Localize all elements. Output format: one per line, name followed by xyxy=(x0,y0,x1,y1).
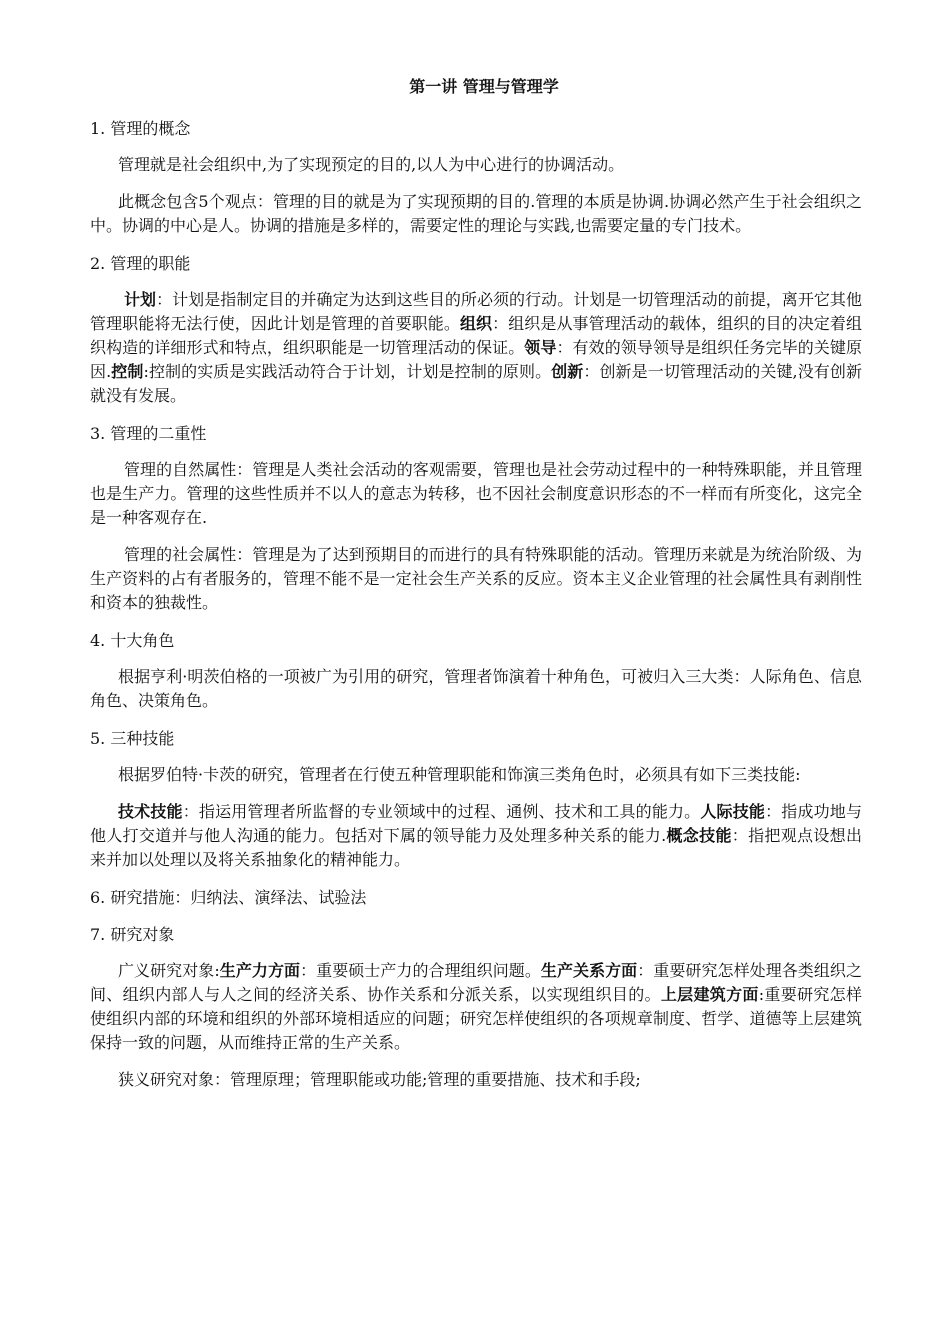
term-productivity: 生产力方面 xyxy=(219,961,301,980)
paragraph-broad-objects xyxy=(90,959,862,1055)
section-heading-concept: 1. 管理的概念 xyxy=(90,119,191,138)
paragraph-social-attribute: 管理的社会属性：管理是为了达到预期目的而进行的具有特殊职能的活动。管理历来就是为统治阶级、为生产资料的占有者服务的，管理不能不是一定社会生产关系的反应。资本主义企业管理的社会属性具有剥削性和资本的独裁性。 xyxy=(90,545,862,612)
section-heading-roles: 4. 十大角色 xyxy=(90,631,175,650)
section-heading-duality: 3. 管理的二重性 xyxy=(90,424,207,443)
text-organize: ：组织是从事管理活动的载体，组织的目的决定着组织构造的详细形式和特点，组织职能是一切管理活动的保证。 xyxy=(90,314,862,357)
paragraph-definition: 管理就是社会组织中,为了实现预定的目的,以人为中心进行的协调活动。 xyxy=(118,155,625,174)
term-superstructure: 上层建筑方面 xyxy=(660,985,759,1004)
term-conceptual-skill: 概念技能 xyxy=(666,826,732,845)
term-control: 控制 xyxy=(111,362,144,381)
term-technical-skill: 技术技能 xyxy=(118,802,183,821)
text-plan: ：计划是指制定目的并确定为达到这些目的所必须的行动。计划是一切管理活动的前提，离开它其他管理职能将无法行使，因此计划是管理的首要职能。 xyxy=(90,290,862,333)
term-innovate: 创新 xyxy=(551,362,584,381)
paragraph-skills xyxy=(90,800,862,872)
paragraph-functions xyxy=(90,288,862,408)
term-human-skill: 人际技能 xyxy=(700,802,766,821)
text-superstructure: :重要研究怎样使组织内部的环境和组织的外部环境相适应的问题；研究怎样使组织的各项规章制度、哲学、道德等上层建筑保持一致的问题，从而维持正常的生产关系。 xyxy=(90,985,862,1052)
text-control: :控制的实质是实践活动符合于计划，计划是控制的原则。 xyxy=(143,362,552,381)
text-innovate: ：创新是一切管理活动的关键,没有创新就没有发展。 xyxy=(90,362,862,405)
text-broad-intro: 广义研究对象: xyxy=(118,961,220,980)
paragraph-natural-attribute: 管理的自然属性：管理是人类社会活动的客观需要，管理也是社会劳动过程中的一种特殊职能，并且管理也是生产力。管理的这些性质并不以人的意志为转移，也不因社会制度意识形态的不一样而有所变化，这完全是一种客观存在. xyxy=(90,460,862,527)
term-organize: 组织 xyxy=(459,314,493,333)
term-production-relations: 生产关系方面 xyxy=(540,961,638,980)
page-title: 第一讲 管理与管理学 xyxy=(409,77,559,96)
paragraph-narrow-objects: 狭义研究对象：管理原理；管理职能或功能;管理的重要措施、技术和手段; xyxy=(118,1070,641,1089)
text-productivity: ：重要硕士产力的合理组织问题。 xyxy=(300,961,541,980)
text-lead: ：有效的领导领导是组织任务完毕的关键原因. xyxy=(90,338,862,381)
section-heading-methods: 6. 研究措施：归纳法、演绎法、试验法 xyxy=(90,888,367,907)
section-heading-objects: 7. 研究对象 xyxy=(90,925,175,944)
text-human-skill: ：指成功地与他人打交道并与他人沟通的能力。包括对下属的领导能力及处理多种关系的能力. xyxy=(90,802,862,845)
term-lead: 领导 xyxy=(524,338,557,357)
term-plan: 计划 xyxy=(124,290,157,309)
paragraph-roles: 根据亨利·明茨伯格的一项被广为引用的研究，管理者饰演着十种角色，可被归入三大类：人际角色、信息角色、决策角色。 xyxy=(90,667,862,710)
paragraph-katz: 根据罗伯特·卡茨的研究，管理者在行使五种管理职能和饰演三类角色时，必须具有如下三类技能: xyxy=(118,765,801,784)
section-heading-functions: 2. 管理的职能 xyxy=(90,254,191,273)
text-conceptual-skill: ：指把观点设想出来并加以处理以及将关系抽象化的精神能力。 xyxy=(90,826,862,869)
text-production-relations: ：重要研究怎样处理各类组织之间、组织内部人与人之间的经济关系、协作关系和分派关系，以实现组织目的。 xyxy=(90,961,862,1004)
text-technical-skill: ：指运用管理者所监督的专业领域中的过程、通例、技术和工具的能力。 xyxy=(182,802,701,821)
document-page xyxy=(90,72,862,1105)
paragraph-five-views: 此概念包含5个观点：管理的目的就是为了实现预期的目的.管理的本质是协调.协调必然产生于社会组织之中。协调的中心是人。协调的措施是多样的，需要定性的理论与实践,也需要定量的专门技术。 xyxy=(90,192,862,235)
section-heading-skills: 5. 三种技能 xyxy=(90,729,175,748)
